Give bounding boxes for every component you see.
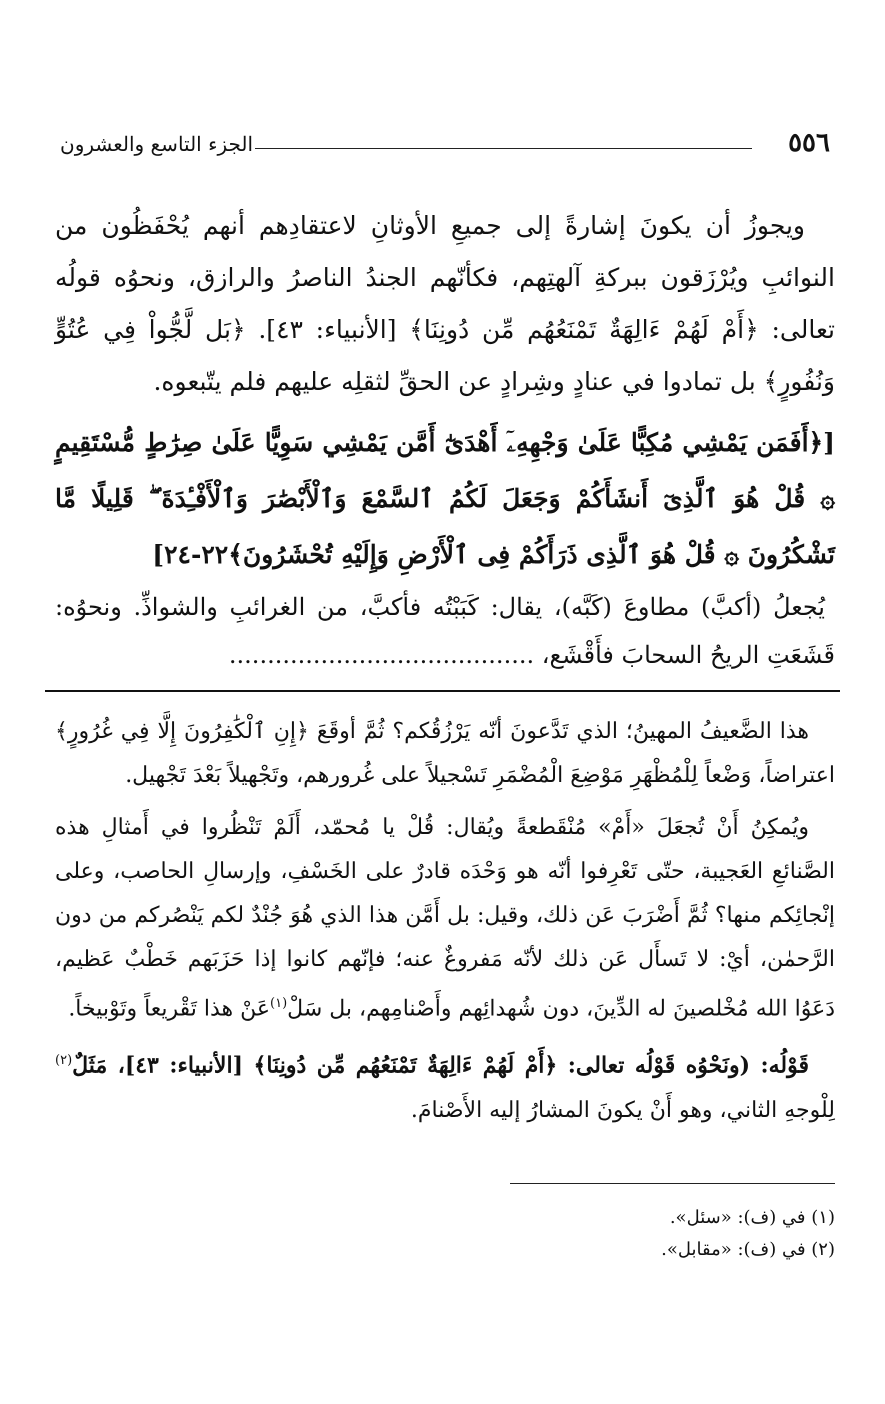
- section-divider: [45, 690, 840, 692]
- commentary-text-1: هذا الضَّعيفُ المهينُ؛ الذي تَدَّعونَ أنّه يَرْزُقُكم؟ ثُمَّ أوقَعَ ﴿إِنِ ٱلْكَٰفِرُونَ إِلَّا فِي غُرُورٍ﴾ اعتراضاً، وَضْعاً لِلْمُظْهَرِ مَوْضِعَ الْمُضْمَرِ تَسْجيلاً على غُرورهم، وتَجْهيلاً بَعْدَ تَجْهيل.: [55, 719, 835, 788]
- commentary-text-2-tail: عَنْ هذا تَقْريعاً وتَوْبيخاً.: [68, 996, 271, 1022]
- footnote-1: (١) في (ف): «سئل».: [669, 1207, 835, 1228]
- page-number: ٥٥٦: [788, 128, 830, 158]
- header-rule: [255, 148, 752, 149]
- commentary-paragraph-3: [55, 1039, 835, 1132]
- commentary-text-2: ويُمكِنُ أَنْ تُجعَلَ «أَمْ» مُنْقَطعةً ويُقال: قُلْ يا مُحمّد، أَلَمْ تَنْظُروا في أَمثالِ هذه الصَّنائعِ العَجيبة، حتّى تَعْرِفوا أنّه هو وَحْدَه قادرٌ على الخَسْفِ، وإرسالِ الحاصب، وعلى إنْجائِكم منها؟ ثُمَّ أَضْرَبَ عَن ذلك، وقيل: بل أَمَّن هذا الذي هُوَ جُنْدٌ لكم يَنْصُركم من دون الرَّحمٰن، أيْ: لا تَسأَل عَن ذلك لأنّه مَفروغٌ عنه؛ فإنّهم كانوا إذا حَزَبَهم خَطْبٌ عَظيم، دَعَوُا الله مُخْلصينَ له الدِّينَ، دون شُهدائِهم وأَصْنامِهم، بل سَلْ: [55, 815, 835, 1022]
- commentary: [55, 710, 835, 1141]
- main-text: [55, 200, 835, 408]
- running-title: الجزء التاسع والعشرون: [60, 132, 254, 156]
- commentary-paragraph-2: [55, 806, 835, 1031]
- main-text-paragraph: ويجوزُ أن يكونَ إشارةً إلى جميعِ الأوثانِ لاعتقادِهم أنهم يُحْفَظُون من النوائبِ ويُرْزَقون ببركةِ آلهتِهم، فكأنّهم الجندُ الناصرُ والرازق، ونحوُه قولُه تعالى: ﴿أَمْ لَهُمْ ءَالِهَةٌ تَمْنَعُهُم مِّن دُونِنَا﴾ [الأنبياء: ٤٣]. ﴿بَل لَّجُّواْ فِي عُتُوٍّ وَنُفُورٍ﴾ بل تمادوا في عنادٍ وشِرادٍ عن الحقِّ لثقلِه عليهم فلم يتّبعوه.: [55, 211, 835, 396]
- lexical-note: [55, 583, 835, 679]
- footnote-marker-2[interactable]: (٢): [55, 1053, 73, 1069]
- lexical-note-text: يُجعلُ (أكبَّ) مطاوعَ (كَبَّه)، يقال: كَبَبْتُه فأكبَّ، من الغرائبِ والشواذِّ. ونحوُه: قَشَعَتِ الريحُ السحابَ فأَقْشَع، ........................................: [55, 593, 835, 669]
- commentary-paragraph-1: [55, 710, 835, 798]
- commentary-text-3: قَوْلُه: (ونَحْوُه قَوْلُه تعالى: ﴿أَمْ لَهُمْ ءَالِهَةٌ تَمْنَعُهُم مِّن دُونِنَا﴾ [الأنبياء: ٤٣]، مَثَلٌ: [72, 1052, 809, 1079]
- footnote-marker-1[interactable]: (١): [270, 996, 288, 1011]
- footnote-2: (٢) في (ف): «مقابل».: [661, 1239, 835, 1260]
- quran-verses-block: [55, 415, 835, 583]
- quran-verses: [﴿أَفَمَن يَمْشِي مُكِبًّا عَلَىٰ وَجْهِهِۦٓ أَهْدَىٰٓ أَمَّن يَمْشِي سَوِيًّا عَلَىٰ صِرَٰطٍ مُّسْتَقِيمٍ ۞ قُلْ هُوَ ٱلَّذِىٓ أَنشَأَكُمْ وَجَعَلَ لَكُمُ ٱلسَّمْعَ وَٱلْأَبْصَٰرَ وَٱلْأَفْـِٔدَةَ ۖ قَلِيلًا مَّا تَشْكُرُونَ ۞ قُلْ هُوَ ٱلَّذِى ذَرَأَكُمْ فِى ٱلْأَرْضِ وَإِلَيْهِ تُحْشَرُونَ﴾٢٢-٢٤]: [55, 428, 835, 569]
- footnote-rule: [510, 1183, 835, 1184]
- commentary-text-3-tail: لِلْوجهِ الثاني، وهو أَنْ يكونَ المشارُ إليه الأَصْنامَ.: [410, 1097, 835, 1123]
- footnotes: [435, 1202, 835, 1266]
- page-header: [60, 128, 830, 168]
